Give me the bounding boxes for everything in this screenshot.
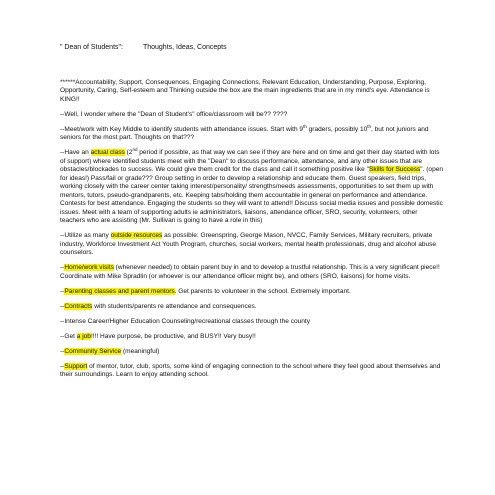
highlight-support: Support — [64, 362, 88, 370]
document-subtitle: Thoughts, Ideas, Concepts — [142, 44, 227, 51]
paragraph-actual-class: --Have an actual class (2nd period if possible, as that way we can see if they are here and on time and get their day started with lots of support) where identified students meet with the "Dean" to discuss performance, attendance, and any other issues that are obstacles/blockades to success. We could give them credit for the class and call it something positive like "Skills for Success". (open for ideas!) Pass/fail or grade??? Group setting in order to develop a relationship and educate them. Guest speakers, field trips, working closely with the career center taking interest/personality/ strengths/needs assessments, opportunities to set them up with mentors, tutors, pseudo-grandparents, etc. Keeping tabs/holding them accountable in general on performance and attendance. Contests for best attendance. Engaging the students so they will want to attend!! Discuss social media issues and possible domestic issues. Meet with a team of supporting adults ie administrators, liaisons, attendance officer, SRO, security, volunteers, other teachers who are assisting (Mr. Sullivan is going to have a role in this) — [60, 146, 443, 225]
highlight-a-job: a job — [76, 332, 91, 340]
highlight-outside-resources: outside resources — [110, 232, 163, 240]
highlight-home-work-visits: Home/work visits — [64, 264, 114, 272]
paragraph-get-a-job: --Get a job!!!! Have purpose, be productive, and BUSY!! Very busy!! — [60, 332, 256, 340]
paragraph-outside-resources: --Utilize as many outside resources as possible: Greenspring, George Mason, NVCC, Family Services, Military recruiters, private industry, Workforce Investment Act Youth Program, churches, social workers, mental health professionals, drug and alcohol abuse counselors. — [60, 232, 437, 257]
document-title: " Dean of Students": — [60, 44, 123, 51]
paragraph-career-counseling: --Intense Career/Higher Education Counseling/recreational classes through the county — [60, 317, 311, 325]
paragraph-support: --Support of mentor, tutor, club, sports, some kind of engaging connection to the school where they feel good about themselves and their surroundings. Learn to enjoy attending school. — [60, 362, 441, 379]
paragraph-ingredients: ******Accountability, Support, Consequences, Engaging Connections, Relevant Education, Understanding, Purpose, Exploring, Opportunity, Caring, Self-esteem and Thinking outside the box are the main ingredients that are in my mind's eye. Attendance is KING!! — [60, 78, 430, 103]
document-header — [60, 44, 443, 53]
highlight-actual-class: actual class — [90, 149, 125, 156]
paragraph-key-middle: --Meet/work with Key Middle to identify students with attendance issues. Start with 9th graders, possibly 10th, but not juniors and seniors for the most part. Thoughts on that??? — [60, 123, 429, 142]
highlight-parenting-classes: Parenting classes and parent mentors — [64, 287, 175, 295]
paragraph-contracts: --Contracts with students/parents re attendance and consequences. — [60, 302, 257, 310]
highlight-skills-for-success: Skills for Success — [368, 166, 421, 174]
highlight-community-service: Community Service — [64, 347, 122, 355]
paragraph-home-work-visits: --Home/work visits (whenever needed) to obtain parent buy in and to develop a trustful relationship. This is a very significant piece!! Coordinate with Mike Spradlin (or whoever is our attendance officer might be), and others (SRO, liaisons) for home visits. — [60, 264, 440, 280]
highlight-contracts: Contracts — [64, 302, 93, 310]
paragraph-office-location: --Well, I wonder where the "Dean of Student's" office/classroom will be?? ???? — [60, 110, 288, 118]
paragraph-community-service: --Community Service (meaningful) — [60, 347, 160, 355]
paragraph-parenting-classes: --Parenting classes and parent mentors. Get parents to volunteer in the school. Extremely important. — [60, 287, 351, 295]
